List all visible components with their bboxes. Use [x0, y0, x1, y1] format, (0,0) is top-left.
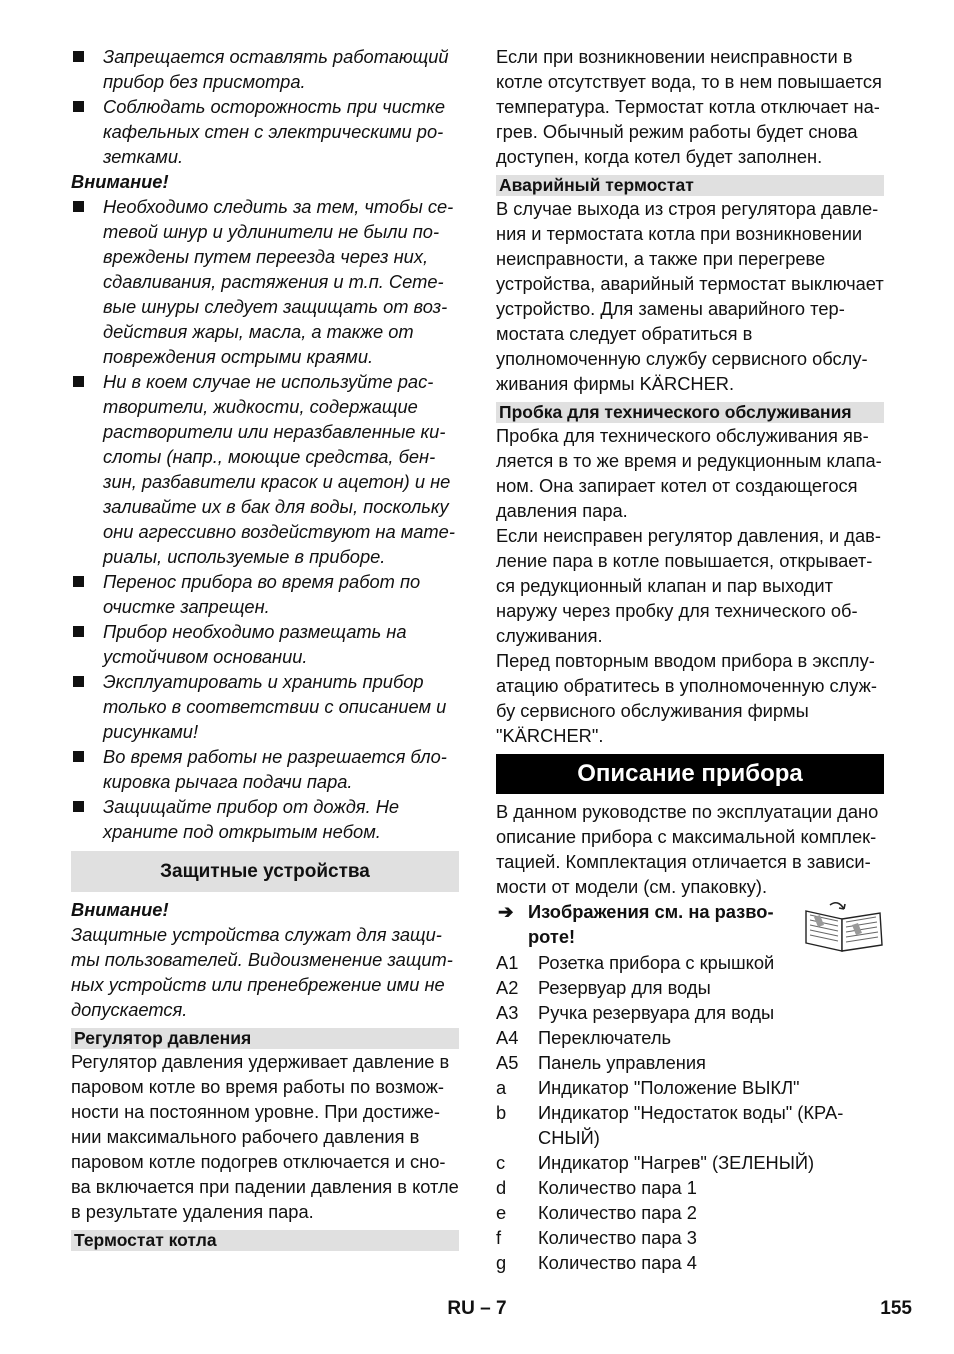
bullet-list-caution	[71, 194, 459, 844]
item-code: A5	[496, 1052, 519, 1073]
list-item	[496, 1175, 884, 1200]
item-text: Количество пара 2	[538, 1202, 697, 1223]
list-item: Во время работы не разрешается блокировка рычага подачи пара.	[71, 744, 459, 794]
pressure-regulator-text: Регулятор давления удерживает давление в паровом котле во время работы по возможности на постоянном уровне. При достижении максимального рабочего давления в паровом котле подогрев отключается и снова включается при падении давления в котле в результате удаления пара.	[71, 1051, 459, 1222]
item-text: Количество пара 3	[538, 1227, 697, 1248]
section-title-description: Описание прибора	[496, 754, 884, 794]
item-text: Резервуар для воды	[538, 977, 711, 998]
list-item: Запрещается оставлять работающий прибор без присмотра.	[71, 44, 459, 94]
list-item	[496, 1075, 884, 1100]
item-code: c	[496, 1152, 506, 1173]
item-text: Индикатор "Положение ВЫКЛ"	[538, 1077, 800, 1098]
emergency-thermostat-text: В случае выхода из строя регулятора давления и термостата котла при возникновении неисправности, а также при перегреве устройства, аварийный термостат выключает устройство. Для замены аварийного термостата следует обратиться в уполномоченную службу сервисного обслуживания фирмы KÄRCHER.	[496, 198, 884, 394]
item-text: Количество пара 1	[538, 1177, 697, 1198]
bullet-list-top	[71, 44, 459, 169]
item-text: Переключатель	[538, 1027, 672, 1048]
list-item	[496, 950, 884, 975]
item-text: Индикатор "Нагрев" (ЗЕЛЕНЫЙ)	[538, 1152, 815, 1173]
item-code: g	[496, 1252, 507, 1273]
list-item: Эксплуатировать и хранить прибор только в соответствии с описанием и рисунками!	[71, 669, 459, 744]
item-text: Индикатор "Недостаток воды" (КРАСНЫЙ)	[538, 1102, 844, 1148]
list-item	[496, 1250, 884, 1275]
caution-label: Внимание!	[71, 899, 169, 920]
section-title-protective: Защитные устройства	[71, 851, 459, 892]
right-column	[496, 44, 884, 1275]
footer-page-label: RU – 7	[447, 1298, 507, 1319]
list-item	[496, 1025, 884, 1050]
list-item: Прибор необходимо размещать на устойчивом основании.	[71, 619, 459, 669]
list-item	[496, 1200, 884, 1225]
list-item	[496, 1150, 884, 1175]
subheading-emergency-thermostat: Аварийный термостат	[496, 175, 884, 196]
footer-page-number: 155	[880, 1298, 912, 1319]
item-code: f	[496, 1227, 502, 1248]
item-text: Количество пара 4	[538, 1252, 697, 1273]
description-text: В данном руководстве по эксплуатации дано описание прибора с максимальной комплектацией. Комплектация отличается в зависимости от модели (см. упаковку).	[496, 801, 879, 897]
list-item	[496, 1225, 884, 1250]
list-item	[496, 1100, 884, 1150]
subheading-maintenance-plug: Пробка для технического обслуживания	[496, 402, 884, 423]
subheading-boiler-thermostat: Термостат котла	[71, 1230, 459, 1251]
item-code: b	[496, 1102, 507, 1123]
arrow-right-icon: ➔	[498, 901, 514, 922]
figure-note-row	[496, 899, 884, 949]
item-code: e	[496, 1202, 507, 1223]
list-item: Ни в коем случае не используйте растворители, жидкости, содержащие растворители или неразбавленные кислоты (напр., моющие средства, бензин, разбавители красок и ацетон) и не заливайте их в бак для воды, поскольку они агрессивно воздействуют на материалы, используемые в приборе.	[71, 369, 459, 569]
parts-list	[496, 950, 884, 1275]
item-text: Розетка прибора с крышкой	[538, 952, 775, 973]
maintenance-plug-text-2: Если неисправен регулятор давления, и давление пара в котле повышается, открывается редукционный клапан и пар выходит наружу через пробку для технического обслуживания.	[496, 525, 881, 646]
item-text: Ручка резервуара для воды	[538, 1002, 775, 1023]
item-code: A4	[496, 1027, 519, 1048]
left-column	[71, 44, 459, 1251]
list-item	[496, 1050, 884, 1075]
boiler-thermostat-text: Если при возникновении неисправности в котле отсутствует вода, то в нем повышается температура. Термостат котла отключает нагрев. Обычный режим работы будет снова доступен, когда котел будет заполнен.	[496, 46, 882, 167]
item-code: A2	[496, 977, 519, 998]
list-item: Перенос прибора во время работ по очистке запрещен.	[71, 569, 459, 619]
maintenance-plug-text-3: Перед повторным вводом прибора в эксплуатацию обратитесь в уполномоченную службу сервисного обслуживания фирмы "KÄRCHER".	[496, 650, 877, 746]
protective-text: Защитные устройства служат для защиты пользователей. Видоизменение защитных устройств или пренебрежение ими не допускается.	[71, 924, 453, 1020]
item-text: Панель управления	[538, 1052, 706, 1073]
list-item: Соблюдать осторожность при чистке кафельных стен с электрическими розетками.	[71, 94, 459, 169]
list-item: Необходимо следить за тем, чтобы сетевой шнур и удлинители не были повреждены путем переезда через них, сдавливания, растяжения и т.п. Сетевые шнуры следует защищать от воздействия жары, масла, а также от повреждения острыми краями.	[71, 194, 459, 369]
item-code: a	[496, 1077, 507, 1098]
figure-note: Изображения см. на развороте!	[528, 901, 774, 947]
subheading-pressure-regulator: Регулятор давления	[71, 1028, 459, 1049]
list-item	[496, 1000, 884, 1025]
maintenance-plug-text-1: Пробка для технического обслуживания является в то же время и редукционным клапаном. Она запирает котел от создающегося давления пара.	[496, 425, 882, 521]
list-item	[496, 975, 884, 1000]
item-code: A1	[496, 952, 519, 973]
open-book-icon	[804, 901, 884, 953]
caution-label: Внимание!	[71, 171, 169, 192]
item-code: d	[496, 1177, 507, 1198]
item-code: A3	[496, 1002, 519, 1023]
list-item: Защищайте прибор от дождя. Не храните под открытым небом.	[71, 794, 459, 844]
